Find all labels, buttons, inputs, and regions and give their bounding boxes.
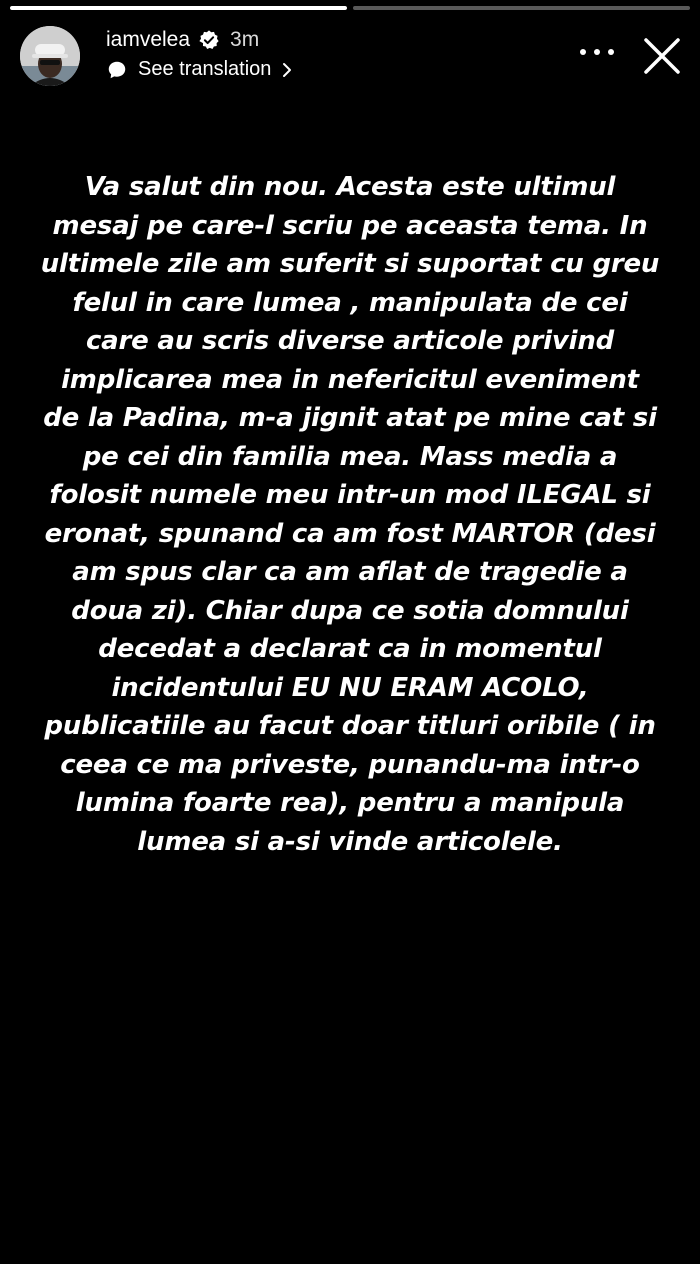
chevron-right-icon [281, 61, 293, 79]
progress-segment-2 [353, 6, 690, 10]
story-progress [10, 6, 690, 10]
verified-badge-icon [198, 29, 220, 51]
more-dots-icon [608, 49, 614, 55]
see-translation-label: See translation [138, 58, 272, 80]
more-dots-icon [594, 49, 600, 55]
progress-fill-1 [10, 6, 347, 10]
more-dots-icon [580, 49, 586, 55]
close-icon[interactable] [640, 34, 684, 78]
see-translation-button[interactable] [106, 58, 293, 81]
post-time: 3m [230, 28, 260, 51]
username[interactable]: iamvelea [106, 28, 191, 51]
avatar[interactable] [20, 26, 80, 86]
progress-segment-1 [10, 6, 347, 10]
speech-bubble-icon [106, 59, 128, 81]
avatar-image [20, 26, 80, 86]
username-row [106, 28, 259, 52]
more-options-button[interactable] [580, 42, 614, 62]
story-header [20, 24, 684, 90]
story-text: Va salut din nou. Acesta este ultimul mesaj pe care-l scriu pe aceasta tema. In ultimele zile am suferit si suportat cu greu felul in care lumea , manipulata de cei care au scris diverse articole privind implicarea mea in nefericitul eveniment de la Padina, m-a jignit atat pe mine cat si pe cei din familia mea. Mass media a folosit numele meu intr-un mod ILEGAL si eronat, spunand ca am fost MARTOR (desi am spus clar ca am aflat de tragedie a doua zi). Chiar dupa ce sotia domnului decedat a declarat ca in momentul incidentului EU NU ERAM ACOLO, publicatiile au facut doar titluri oribile ( in ceea ce ma priveste, punandu-ma intr-o lumina foarte rea), pentru a manipula lumea si a-si vinde articolele. [40, 172, 660, 857]
